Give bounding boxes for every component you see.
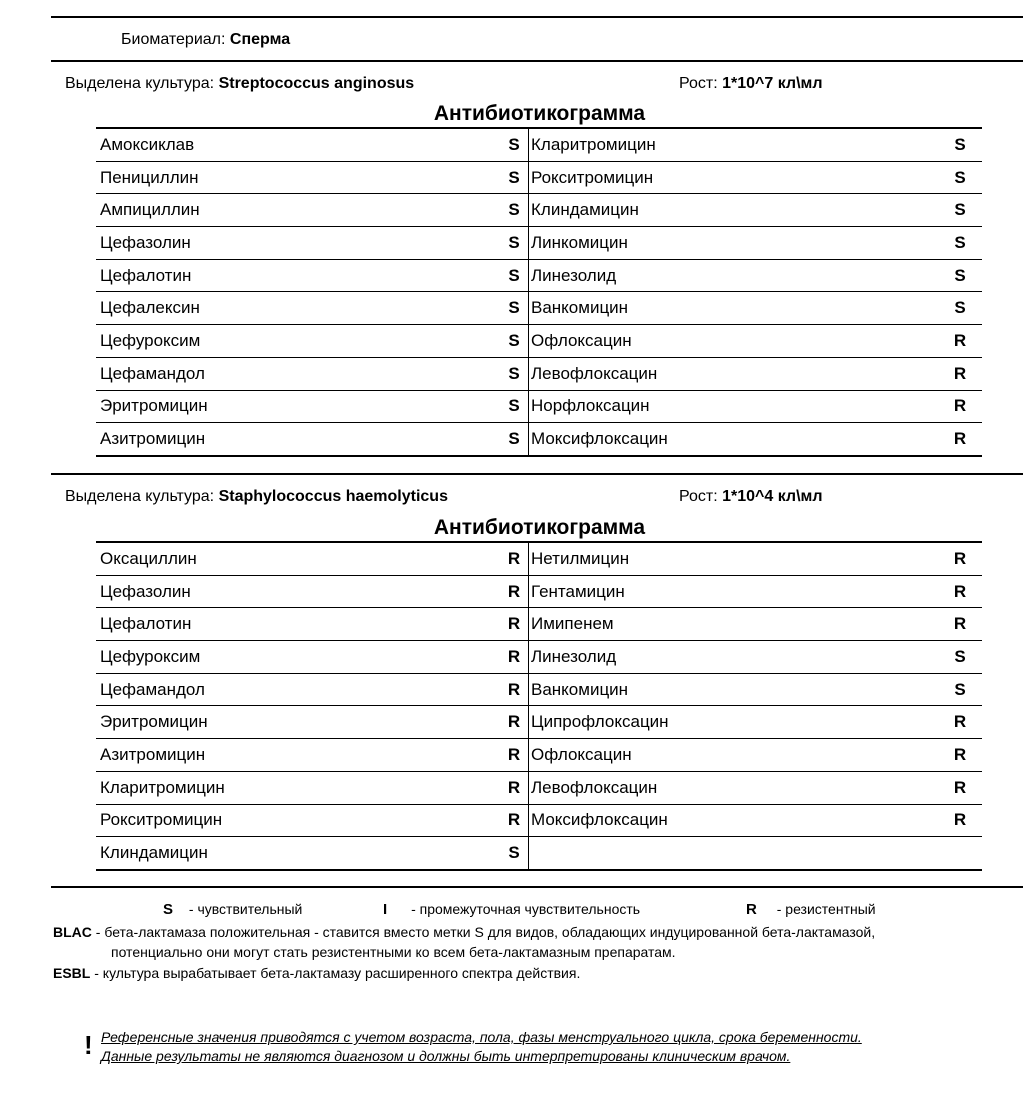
table-row	[96, 771, 982, 804]
antibiotic-name: Ампициллин	[96, 194, 500, 227]
sensitivity-value: R	[500, 608, 529, 641]
disclaimer-line-1: Референсные значения приводятся с учетом возраста, пола, фазы менструального цикла, срока беременности.	[101, 1029, 862, 1045]
table-row	[96, 227, 982, 260]
sensitivity-value: R	[500, 641, 529, 674]
table-row	[96, 128, 982, 161]
table-row	[96, 641, 982, 674]
table-row	[96, 423, 982, 456]
antibiotic-name: Ванкомицин	[529, 292, 939, 325]
sensitivity-value: R	[938, 325, 982, 358]
sensitivity-value: R	[500, 542, 529, 575]
table-row	[96, 739, 982, 772]
sensitivity-value: S	[938, 673, 982, 706]
antibiotic-name: Норфлоксацин	[529, 390, 939, 423]
culture-1-line	[65, 75, 414, 93]
section-rule-1	[51, 60, 1023, 62]
antibiotic-name: Левофлоксацин	[529, 357, 939, 390]
antibiogram-title-1: Антибиотикограмма	[433, 102, 646, 125]
antibiotic-name: Левофлоксацин	[529, 771, 939, 804]
antibiotic-name: Эритромицин	[96, 706, 500, 739]
biomaterial-label: Биоматериал:	[121, 31, 226, 48]
sensitivity-value	[938, 837, 982, 870]
culture-2-growth	[679, 488, 823, 506]
antibiotic-name: Цефуроксим	[96, 325, 500, 358]
sensitivity-value: S	[500, 227, 529, 260]
antibiotic-name: Линезолид	[529, 641, 939, 674]
antibiotic-name: Цефазолин	[96, 575, 500, 608]
legend-s-code: S	[163, 901, 174, 918]
antibiotic-name: Цефуроксим	[96, 641, 500, 674]
legend-s-text: - чувствительный	[188, 901, 303, 917]
disclaimer-line-2: Данные результаты не являются диагнозом и должны быть интерпретированы клиническим врачом.	[101, 1048, 791, 1064]
antibiotic-name: Офлоксацин	[529, 739, 939, 772]
antibiotic-name	[529, 837, 939, 870]
antibiotic-name: Оксациллин	[96, 542, 500, 575]
table-row	[96, 608, 982, 641]
antibiotic-name: Азитромицин	[100, 429, 206, 449]
table-row	[96, 575, 982, 608]
antibiotic-name: Имипенем	[529, 608, 939, 641]
table-row	[96, 542, 982, 575]
sensitivity-value: S	[938, 641, 982, 674]
antibiotic-name: Эритромицин	[96, 390, 500, 423]
culture-2-line	[65, 488, 448, 506]
biomaterial-value: Сперма	[229, 31, 291, 48]
sensitivity-value: S	[500, 161, 529, 194]
table-row	[96, 259, 982, 292]
sensitivity-value: S	[500, 423, 529, 456]
sensitivity-value: S	[938, 227, 982, 260]
culture-name: Staphylococcus haemolyticus	[218, 488, 448, 505]
antibiotic-name: Цефалотин	[96, 259, 500, 292]
sensitivity-value: R	[938, 739, 982, 772]
table-row	[96, 804, 982, 837]
sensitivity-value: S	[938, 259, 982, 292]
culture-label: Выделена культура:	[65, 488, 215, 505]
table-row	[96, 194, 982, 227]
antibiotic-name: Линкомицин	[529, 227, 939, 260]
sensitivity-value: R	[500, 771, 529, 804]
antibiotic-name: Пенициллин	[96, 161, 500, 194]
sensitivity-value: R	[938, 706, 982, 739]
sensitivity-value: S	[500, 194, 529, 227]
antibiotic-name: Офлоксацин	[529, 325, 939, 358]
sensitivity-value: R	[500, 804, 529, 837]
sensitivity-value: S	[500, 837, 529, 870]
antibiotic-name: Амоксиклав	[96, 128, 500, 161]
sensitivity-value: R	[953, 429, 967, 449]
antibiotic-name: Клиндамицин	[529, 194, 939, 227]
antibiotic-name: Кларитромицин	[529, 128, 939, 161]
sensitivity-value: S	[500, 128, 529, 161]
antibiogram-title-2: Антибиотикограмма	[433, 516, 646, 539]
section-rule-3	[51, 886, 1023, 888]
table-row	[96, 390, 982, 423]
table-row	[96, 706, 982, 739]
sensitivity-value: R	[938, 771, 982, 804]
culture-1-growth	[679, 75, 823, 93]
legend-i-text: - промежуточная чувствительность	[411, 901, 641, 917]
table-row	[96, 673, 982, 706]
antibiotic-name: Цефалексин	[96, 292, 500, 325]
sensitivity-value: R	[938, 542, 982, 575]
antibiogram-table-2	[96, 541, 982, 871]
sensitivity-value: S	[938, 292, 982, 325]
table-row	[96, 292, 982, 325]
sensitivity-value: S	[500, 325, 529, 358]
antibiotic-name: Линезолид	[529, 259, 939, 292]
legend-r	[746, 901, 876, 918]
antibiotic-name: Цефамандол	[96, 673, 500, 706]
antibiotic-name: Моксифлоксацин	[529, 804, 939, 837]
antibiotic-name: Цефазолин	[96, 227, 500, 260]
antibiotic-name: Рокситромицин	[529, 161, 939, 194]
table-row	[96, 161, 982, 194]
antibiotic-name: Кларитромицин	[96, 771, 500, 804]
legend-blac-text: - бета-лактамаза положительная - ставится вместо метки S для видов, обладающих индуцированной бета-лактамазой,	[95, 924, 876, 940]
legend-s	[163, 901, 302, 918]
sensitivity-value: S	[500, 357, 529, 390]
culture-label: Выделена культура:	[65, 75, 215, 92]
legend-r-text: - резистентный	[776, 901, 876, 917]
antibiogram-table-1	[96, 127, 982, 457]
sensitivity-value: R	[938, 390, 982, 423]
table-row	[96, 357, 982, 390]
antibiotic-name: Цефалотин	[96, 608, 500, 641]
culture-name: Streptococcus anginosus	[218, 75, 415, 92]
growth-value: 1*10^4 кл\мл	[722, 488, 823, 505]
sensitivity-value: S	[938, 194, 982, 227]
sensitivity-value: R	[938, 804, 982, 837]
section-rule-2	[51, 473, 1023, 475]
sensitivity-value: R	[938, 608, 982, 641]
sensitivity-value: R	[500, 739, 529, 772]
top-rule	[51, 16, 1023, 18]
legend-esbl	[53, 965, 580, 981]
legend-i-code: I	[383, 901, 388, 918]
legend-esbl-text: - культура вырабатывает бета-лактамазу расширенного спектра действия.	[94, 965, 581, 981]
antibiotic-name: Нетилмицин	[529, 542, 939, 575]
legend-r-code: R	[746, 901, 757, 918]
growth-value: 1*10^7 кл\мл	[722, 75, 823, 92]
antibiotic-name: Цефамандол	[96, 357, 500, 390]
legend-blac-continued: потенциально они могут стать резистентными ко всем бета-лактамазным препаратам.	[111, 944, 676, 960]
sensitivity-value: R	[938, 357, 982, 390]
legend-i	[383, 901, 640, 918]
table-row	[96, 837, 982, 870]
antibiotic-name: Ванкомицин	[529, 673, 939, 706]
sensitivity-value: S	[938, 128, 982, 161]
legend-blac-code: BLAC	[53, 924, 92, 940]
sensitivity-value: R	[500, 673, 529, 706]
table-row	[96, 325, 982, 358]
disclaimer	[101, 1028, 862, 1066]
sensitivity-value: R	[500, 706, 529, 739]
sensitivity-value: S	[938, 161, 982, 194]
growth-label: Рост:	[679, 75, 718, 92]
antibiotic-name: Клиндамицин	[100, 843, 208, 863]
legend-esbl-code: ESBL	[53, 965, 91, 981]
antibiotic-name: Моксифлоксацин	[531, 429, 668, 449]
sensitivity-value: S	[500, 292, 529, 325]
antibiotic-name: Рокситромицин	[96, 804, 500, 837]
antibiotic-name: Ципрофлоксацин	[529, 706, 939, 739]
sensitivity-value: R	[500, 575, 529, 608]
legend-blac	[53, 924, 875, 940]
antibiotic-name: Гентамицин	[529, 575, 939, 608]
growth-label: Рост:	[679, 488, 718, 505]
sensitivity-value: R	[938, 575, 982, 608]
sensitivity-value: S	[500, 390, 529, 423]
antibiotic-name: Азитромицин	[96, 739, 500, 772]
biomaterial-line	[121, 31, 290, 49]
warning-mark: !	[84, 1030, 93, 1060]
sensitivity-value: S	[500, 259, 529, 292]
